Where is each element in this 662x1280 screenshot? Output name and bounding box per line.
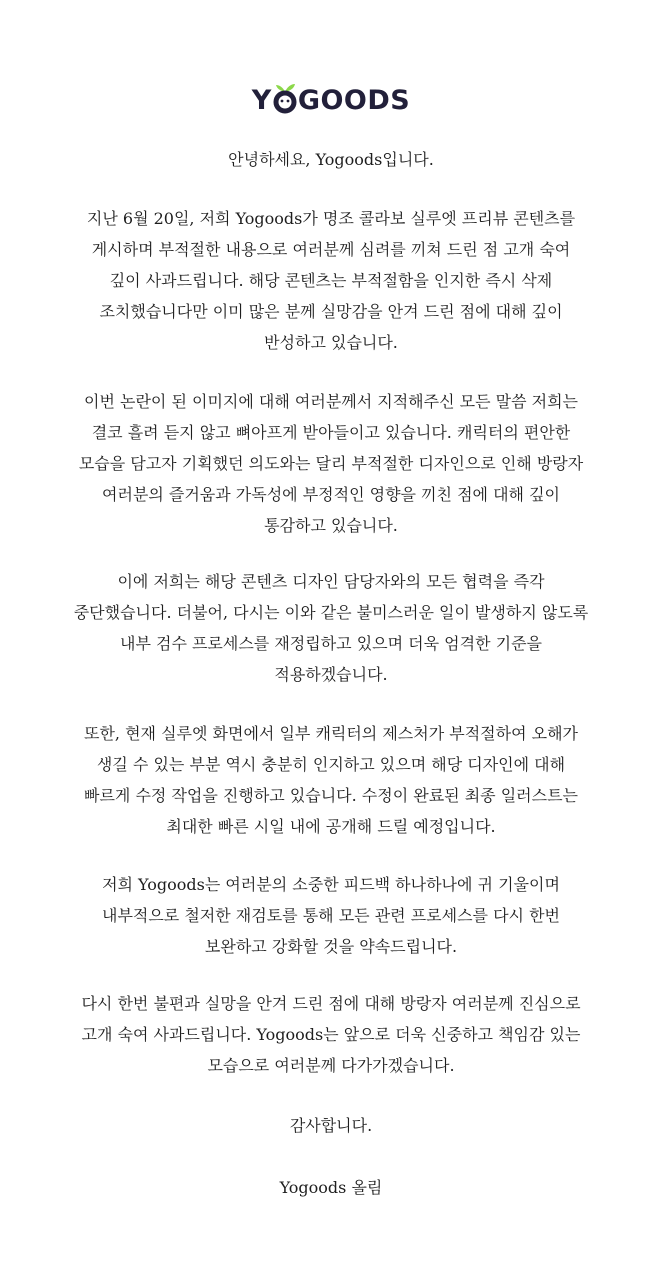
logo-wordmark — [251, 84, 411, 116]
paragraph-3 — [40, 566, 622, 690]
logo-part-y: Y — [251, 84, 272, 116]
closing-text: 감사합니다. — [289, 1116, 373, 1135]
paragraph-line: 지난 6월 20일, 저희 Yogoods가 명조 콜라보 실루엣 프리뷰 콘텐츠를 — [86, 209, 576, 228]
yogoods-logo — [0, 80, 662, 120]
paragraph-4 — [40, 718, 622, 842]
paragraph-6 — [40, 988, 622, 1081]
paragraph-line: 생길 수 있는 부분 역시 충분히 인지하고 있으며 해당 디자인에 대해 — [96, 755, 566, 774]
paragraph-1 — [40, 203, 622, 358]
signature-text: Yogoods 올림 — [279, 1178, 383, 1197]
paragraph-line: 모습으로 여러분께 다가가겠습니다. — [207, 1056, 455, 1075]
paragraph-line: 깊이 사과드립니다. 해당 콘텐츠는 부적절함을 인지한 즉시 삭제 — [109, 271, 553, 290]
logo-o-icon — [273, 91, 297, 113]
paragraph-line: 중단했습니다. 더불어, 다시는 이와 같은 불미스러운 일이 발생하지 않도록 — [73, 603, 589, 622]
paragraph-line: 조치했습니다만 이미 많은 분께 실망감을 안겨 드린 점에 대해 깊이 — [99, 302, 563, 321]
paragraph-line: 모습을 담고자 기획했던 의도와는 달리 부적절한 디자인으로 인해 방랑자 — [78, 454, 584, 473]
greeting-text: 안녕하세요, Yogoods입니다. — [228, 150, 434, 169]
paragraph-2 — [40, 386, 622, 541]
paragraph-line: 최대한 빠른 시일 내에 공개해 드릴 예정입니다. — [166, 817, 496, 836]
paragraph-line: 통감하고 있습니다. — [264, 516, 398, 535]
logo-part-goods: GOODS — [297, 84, 411, 116]
paragraph-line: 이에 저희는 해당 콘텐츠 디자인 담당자와의 모든 협력을 즉각 — [117, 572, 545, 591]
paragraph-line: 또한, 현재 실루엣 화면에서 일부 캐릭터의 제스처가 부적절하여 오해가 — [84, 724, 578, 743]
paragraph-line: 내부적으로 철저한 재검토를 통해 모든 관련 프로세스를 다시 한번 — [101, 906, 560, 925]
paragraph-line: 내부 검수 프로세스를 재정립하고 있으며 더욱 엄격한 기준을 — [119, 634, 542, 653]
paragraph-line: 빠르게 수정 작업을 진행하고 있습니다. 수정이 완료된 최종 일러스트는 — [84, 786, 578, 805]
paragraph-line: 적용하겠습니다. — [274, 665, 388, 684]
paragraph-line: 반성하고 있습니다. — [264, 333, 398, 352]
paragraph-line: 결코 흘려 듣지 않고 뼈아프게 받아들이고 있습니다. 캐릭터의 편안한 — [91, 423, 571, 442]
paragraph-line: 다시 한번 불편과 실망을 안겨 드린 점에 대해 방랑자 여러분께 진심으로 — [81, 994, 581, 1013]
paragraph-line: 보완하고 강화할 것을 약속드립니다. — [204, 937, 458, 956]
paragraph-line: 이번 논란이 된 이미지에 대해 여러분께서 지적해주신 모든 말씀 저희는 — [84, 392, 578, 411]
paragraph-5 — [40, 869, 622, 962]
paragraph-line: 여러분의 즐거움과 가독성에 부정적인 영향을 끼친 점에 대해 깊이 — [101, 485, 560, 504]
paragraph-line: 고개 숙여 사과드립니다. Yogoods는 앞으로 더욱 신중하고 책임감 있는 — [81, 1025, 581, 1044]
paragraph-line: 저희 Yogoods는 여러분의 소중한 피드백 하나하나에 귀 기울이며 — [102, 875, 560, 894]
paragraph-line: 게시하며 부적절한 내용으로 여러분께 심려를 끼쳐 드린 점 고개 숙여 — [91, 240, 571, 259]
